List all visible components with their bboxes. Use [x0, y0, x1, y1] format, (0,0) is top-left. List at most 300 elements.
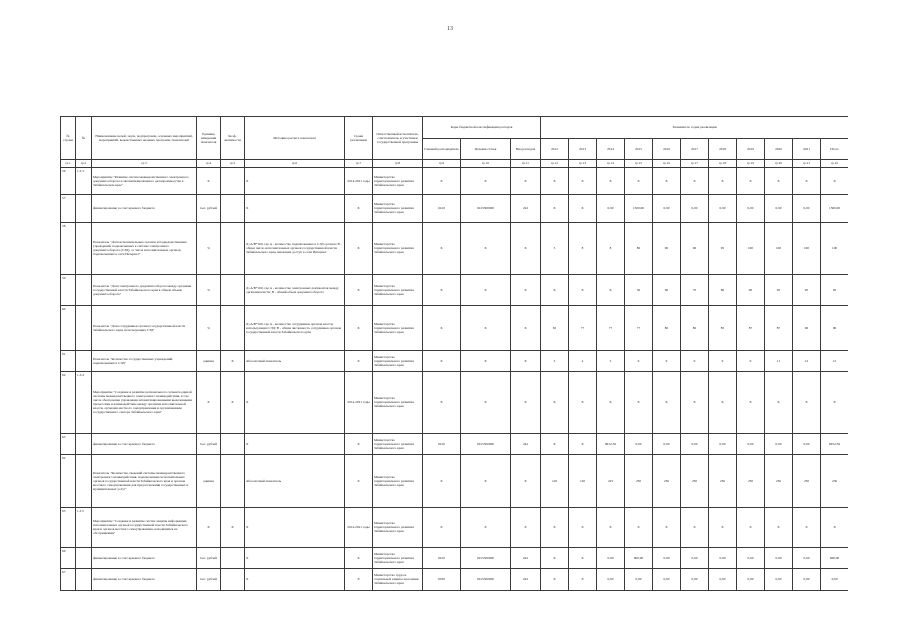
row-total-value: 95	[821, 274, 849, 305]
table-row	[61, 547, 849, 568]
row-number: 57	[61, 194, 76, 222]
column-number: гр.12	[541, 160, 569, 168]
row-kbk-target: X	[461, 222, 511, 274]
row-coefficient	[221, 305, 245, 350]
row-term: X	[345, 274, 373, 305]
row-unit: тыс. рублей	[197, 433, 221, 454]
row-code	[76, 305, 92, 350]
row-code	[76, 222, 92, 274]
row-kbk-type: 242	[511, 547, 541, 568]
row-year-value: X	[765, 371, 793, 433]
row-year-value: 0,00	[653, 194, 681, 222]
header-kbk-manager: Главный распорядитель	[423, 138, 461, 160]
row-year-value: X	[625, 507, 653, 547]
column-number: гр.3	[92, 160, 197, 168]
row-unit: единиц	[197, 454, 221, 507]
row-unit: %	[197, 274, 221, 305]
row-name: Показатель "Доля сотрудников органов государственной власти Забайкальского края, использующих СЭД"	[92, 305, 197, 350]
row-year-value: 230	[793, 454, 821, 507]
column-number: гр.10	[461, 160, 511, 168]
row-year-value: X	[541, 433, 569, 454]
row-method: X	[245, 507, 345, 547]
row-year-value: X	[597, 507, 625, 547]
row-year-value: X	[569, 547, 597, 568]
row-year-value: X	[569, 167, 597, 194]
row-code	[76, 568, 92, 590]
row-method: X	[245, 433, 345, 454]
row-year-value: 80	[681, 305, 709, 350]
row-total-value: 1500,00	[821, 194, 849, 222]
row-unit: %	[197, 222, 221, 274]
row-year-value: 87	[765, 305, 793, 350]
row-kbk-manager: X	[423, 350, 461, 371]
row-unit: X	[197, 507, 221, 547]
row-year-value: 0,00	[625, 433, 653, 454]
row-executor: Министерство территориального развития Забайкальского края	[373, 305, 423, 350]
row-number: 56	[61, 167, 76, 194]
row-kbk-type: X	[511, 305, 541, 350]
row-year-value: X	[709, 167, 737, 194]
header-kbk-target: Целевая статья	[461, 138, 511, 160]
row-kbk-manager: 0430	[423, 568, 461, 590]
row-year-value: X	[653, 507, 681, 547]
row-coefficient	[221, 454, 245, 507]
row-number: 62	[61, 371, 76, 433]
row-method: X	[245, 167, 345, 194]
row-year-value: 1500,00	[625, 194, 653, 222]
row-kbk-manager: X	[423, 371, 461, 433]
column-number: гр.6	[245, 160, 345, 168]
row-code	[76, 194, 92, 222]
row-executor: Министерство территориального развития Забайкальского края	[373, 454, 423, 507]
row-year-value: 90	[793, 305, 821, 350]
row-year-value: 0,00	[765, 568, 793, 590]
row-year-value: 230	[653, 454, 681, 507]
row-year-value: 230	[625, 454, 653, 507]
row-name: Показатель "Доля исполнительных органов и подведомственных учреждений, подключенных к системе электронного документооборота (СЭД), от числа исполнительных органов, подключенных к сети Интернет"	[92, 222, 197, 274]
row-year-value: X	[541, 547, 569, 568]
row-code	[76, 547, 92, 568]
row-year-value: 95	[709, 222, 737, 274]
row-year-value: X	[653, 167, 681, 194]
row-year-value: 225	[597, 454, 625, 507]
row-coefficient	[221, 433, 245, 454]
page-number: 13	[447, 26, 453, 32]
row-year-value: X	[541, 194, 569, 222]
row-number: 61	[61, 350, 76, 371]
row-year-value: 100	[765, 222, 793, 274]
row-method: Д=А/В*100, где А - количество электронных документов между органами власти; В - общий объем документооборота	[245, 274, 345, 305]
row-year-value: 90	[737, 274, 765, 305]
row-number: 63	[61, 433, 76, 454]
header-total: Итого	[821, 138, 849, 160]
row-term: X	[345, 454, 373, 507]
row-kbk-target: X	[461, 350, 511, 371]
row-year-value: 70	[681, 274, 709, 305]
row-method: Д=А/В*100, где А - количество сотрудников органов власти, использующих СЭД; В - общая численность сотрудников органов государственной власти Забайкальского края	[245, 305, 345, 350]
header-year: 2020	[765, 138, 793, 160]
row-kbk-manager: 0410	[423, 547, 461, 568]
header-year: 2015	[625, 138, 653, 160]
row-name: Показатель "Количество государственных учреждений, подключенных к СЭД"	[92, 350, 197, 371]
row-coefficient	[221, 274, 245, 305]
column-number: гр.11	[511, 160, 541, 168]
row-year-value: 0,00	[681, 547, 709, 568]
row-year-value: 6	[625, 350, 653, 371]
row-year-value: X	[597, 167, 625, 194]
row-code: 1.3.5	[76, 507, 92, 547]
column-number: гр.13	[569, 160, 597, 168]
program-indicators-table	[60, 116, 848, 591]
header-year: 2012	[541, 138, 569, 160]
row-method: Абсолютный показатель	[245, 454, 345, 507]
row-year-value: 0,00	[597, 568, 625, 590]
row-year-value: X	[541, 507, 569, 547]
row-year-value: 8	[597, 222, 625, 274]
row-year-value: 0,00	[709, 547, 737, 568]
row-year-value: X	[793, 371, 821, 433]
row-kbk-manager: 0410	[423, 433, 461, 454]
header-year: 2021	[793, 138, 821, 160]
column-number: гр.22	[821, 160, 849, 168]
table-row	[61, 454, 849, 507]
row-year-value: 50	[625, 274, 653, 305]
row-year-value: 100	[737, 222, 765, 274]
row-year-value: 120	[541, 454, 569, 507]
row-year-value: X	[737, 371, 765, 433]
row-total-value: 90	[821, 305, 849, 350]
row-code	[76, 433, 92, 454]
program-table-container	[60, 116, 848, 610]
row-year-value: 9	[681, 350, 709, 371]
row-year-value: 77	[625, 305, 653, 350]
row-kbk-target: X	[461, 371, 511, 433]
header-unit: Единица измерения показателя	[197, 117, 221, 160]
row-kbk-type: X	[511, 350, 541, 371]
row-total-value: 12	[821, 350, 849, 371]
row-year-value: X	[541, 274, 569, 305]
row-year-value: 9	[709, 350, 737, 371]
row-unit: X	[197, 167, 221, 194]
row-year-value: 230	[737, 454, 765, 507]
row-name: Показатель "Доля электронного документооборота между органами государственной власти Забайкальского края в общем объеме документооборота"	[92, 274, 197, 305]
row-year-value: 3	[541, 350, 569, 371]
row-total-value: 0,00	[821, 568, 849, 590]
row-unit: %	[197, 305, 221, 350]
row-year-value: 4	[569, 350, 597, 371]
row-year-value: X	[597, 371, 625, 433]
row-year-value: 0,00	[597, 547, 625, 568]
row-year-value: 0,00	[681, 568, 709, 590]
column-number: гр.18	[709, 160, 737, 168]
column-number: гр.19	[737, 160, 765, 168]
row-year-value: 0,00	[793, 433, 821, 454]
row-executor: Министерство территориального развития Забайкальского края	[373, 350, 423, 371]
column-number: гр.14	[597, 160, 625, 168]
row-year-value: 0,00	[709, 194, 737, 222]
row-year-value: X	[541, 371, 569, 433]
row-unit: тыс. рублей	[197, 547, 221, 568]
row-year-value: X	[681, 371, 709, 433]
row-year-value: 95	[765, 274, 793, 305]
row-method: X	[245, 371, 345, 433]
table-row	[61, 507, 849, 547]
row-term: 2014-2021 годы	[345, 371, 373, 433]
row-year-value: X	[541, 568, 569, 590]
row-code: 1.3.3	[76, 167, 92, 194]
row-unit: тыс. рублей	[197, 194, 221, 222]
header-coefficient: Коэф. значимости	[221, 117, 245, 160]
row-coefficient	[221, 194, 245, 222]
row-coefficient	[221, 222, 245, 274]
row-year-value: X	[625, 371, 653, 433]
row-year-value: 0,00	[793, 568, 821, 590]
row-year-value: X	[541, 167, 569, 194]
row-year-value: X	[569, 274, 597, 305]
row-kbk-target: X	[461, 305, 511, 350]
row-total-value: 230	[821, 454, 849, 507]
row-year-value: 95	[793, 274, 821, 305]
row-name: финансирование за счет краевого бюджета	[92, 547, 197, 568]
row-number: 58	[61, 222, 76, 274]
column-number: гр.16	[653, 160, 681, 168]
row-year-value: 120	[569, 454, 597, 507]
row-year-value: 0,00	[597, 194, 625, 222]
row-year-value: X	[765, 507, 793, 547]
column-number: гр.20	[765, 160, 793, 168]
column-number: гр.8	[373, 160, 423, 168]
row-year-value: 0,00	[709, 568, 737, 590]
row-year-value: X	[737, 167, 765, 194]
row-method: Д=А/В*100, где А - количество подключенных к СЭД органов; В - общее число исполнительных органов государственной власти Забайкальского края, имеющих доступ к сети Интернет	[245, 222, 345, 274]
row-year-value: 90	[653, 222, 681, 274]
row-coefficient: X	[221, 350, 245, 371]
row-year-value: 0,00	[681, 433, 709, 454]
row-kbk-type: 242	[511, 194, 541, 222]
row-year-value: 9	[737, 350, 765, 371]
header-year: 2013	[569, 138, 597, 160]
row-term: X	[345, 568, 373, 590]
header-year: 2014	[597, 138, 625, 160]
column-number: гр.21	[793, 160, 821, 168]
column-numbers-row	[61, 160, 849, 168]
row-year-value: 5	[541, 222, 569, 274]
column-number: гр.15	[625, 160, 653, 168]
row-year-value: 0,00	[737, 568, 765, 590]
header-year: 2017	[681, 138, 709, 160]
row-year-value: 80	[625, 222, 653, 274]
table-body	[61, 167, 849, 590]
row-year-value: X	[681, 507, 709, 547]
row-year-value: 9	[653, 350, 681, 371]
row-number: 64	[61, 454, 76, 507]
row-year-value: 230	[765, 454, 793, 507]
row-year-value: 100	[793, 222, 821, 274]
header-method: Методика расчета показателя	[245, 117, 345, 160]
row-code	[76, 274, 92, 305]
row-number: 60	[61, 305, 76, 350]
row-year-value: X	[793, 167, 821, 194]
row-kbk-target: X	[461, 454, 511, 507]
row-year-value: 90	[681, 222, 709, 274]
table-row	[61, 194, 849, 222]
row-year-value: 12	[793, 350, 821, 371]
row-year-value: X	[569, 568, 597, 590]
row-year-value: 0,00	[765, 194, 793, 222]
row-year-value: 0,00	[737, 194, 765, 222]
row-coefficient	[221, 547, 245, 568]
row-coefficient	[221, 568, 245, 590]
row-name: финансирование за счет краевого бюджета	[92, 433, 197, 454]
row-total-value: X	[821, 167, 849, 194]
row-executor: Министерство территориального развития Забайкальского края	[373, 507, 423, 547]
table-row	[61, 305, 849, 350]
header-row-number: № строки	[61, 117, 76, 160]
table-row	[61, 167, 849, 194]
row-method: X	[245, 194, 345, 222]
row-kbk-target: 0415300000	[461, 568, 511, 590]
row-year-value: 77	[569, 305, 597, 350]
row-year-value: X	[569, 371, 597, 433]
row-kbk-type: X	[511, 371, 541, 433]
row-number: 59	[61, 274, 76, 305]
header-values: Значения по годам реализации	[541, 117, 849, 139]
row-year-value: 0,00	[625, 568, 653, 590]
row-code	[76, 350, 92, 371]
row-name: Мероприятие "Создание и развитие регионального сегмента единой системы межведомственного электронного взаимодействия, в том числе обеспечение управления автоматизированными выделенными процессами и взаимодействие между органами исполнительной власти, органами местного самоуправления и организациями государственного сектора Забайкальского края"	[92, 371, 197, 433]
row-kbk-target: X	[461, 167, 511, 194]
row-kbk-type: X	[511, 222, 541, 274]
row-name: Показатель "Количество сведений системы межведомственного электронного взаимодействия, подключенных исполнительных органов государственной власти Забайкальского края и органов местного самоуправления для предоставления государственных и муниципальных услуг"	[92, 454, 197, 507]
row-number: 66	[61, 547, 76, 568]
row-name: финансирование за счет краевого бюджета	[92, 568, 197, 590]
row-name: Мероприятие "Развитие систем межведомственного электронного документооборота и автоматизированного делопроизводства в Забайкальском крае"	[92, 167, 197, 194]
row-year-value: X	[569, 433, 597, 454]
row-method: Абсолютный показатель	[245, 350, 345, 371]
row-kbk-manager: X	[423, 274, 461, 305]
row-year-value: X	[569, 194, 597, 222]
row-code: 1.3.4	[76, 371, 92, 433]
row-executor: Министерство территориального развития Забайкальского края	[373, 222, 423, 274]
row-year-value: X	[681, 167, 709, 194]
row-kbk-target: 0415300000	[461, 547, 511, 568]
row-executor: Министерство территориального развития Забайкальского края	[373, 371, 423, 433]
row-name: финансирование за счет краевого бюджета	[92, 194, 197, 222]
row-total-value: X	[821, 507, 849, 547]
row-total-value: 8912,59	[821, 433, 849, 454]
row-year-value: 8912,59	[597, 433, 625, 454]
row-total-value: X	[821, 371, 849, 433]
row-year-value: 87	[737, 305, 765, 350]
row-name: Мероприятие "Создание и развитие систем защиты информации исполнительных органов государственной власти Забайкальского края и органов местного самоуправления, находящихся на обслуживании"	[92, 507, 197, 547]
row-kbk-type: 242	[511, 433, 541, 454]
row-term: X	[345, 350, 373, 371]
column-number: гр.1	[61, 160, 76, 168]
row-year-value: 0,00	[709, 433, 737, 454]
row-kbk-type: X	[511, 507, 541, 547]
row-executor: Министерство территориального развития Забайкальского края	[373, 194, 423, 222]
row-coefficient: X	[221, 371, 245, 433]
row-term: 2014-2021 годы	[345, 507, 373, 547]
row-method: X	[245, 547, 345, 568]
header-year: 2018	[709, 138, 737, 160]
row-year-value: 85	[709, 305, 737, 350]
row-term: X	[345, 222, 373, 274]
column-number: гр.5	[221, 160, 245, 168]
row-year-value: X	[709, 507, 737, 547]
table-row	[61, 433, 849, 454]
row-term: X	[345, 305, 373, 350]
row-method: X	[245, 568, 345, 590]
row-year-value: 8	[569, 222, 597, 274]
row-year-value: 65	[541, 305, 569, 350]
table-row	[61, 568, 849, 590]
row-year-value: 80	[653, 305, 681, 350]
table-row	[61, 274, 849, 305]
row-unit: тыс. рублей	[197, 568, 221, 590]
row-year-value: 0,00	[765, 433, 793, 454]
row-year-value: 0,00	[653, 433, 681, 454]
row-executor: Министерство территориального развития Забайкальского края	[373, 433, 423, 454]
row-kbk-manager: X	[423, 454, 461, 507]
row-term: X	[345, 433, 373, 454]
column-number: гр.17	[681, 160, 709, 168]
row-year-value: X	[569, 507, 597, 547]
table-row	[61, 371, 849, 433]
header-code: №	[76, 117, 92, 160]
table-row	[61, 350, 849, 371]
row-year-value: 230	[709, 454, 737, 507]
column-number: гр.2	[76, 160, 92, 168]
row-year-value: X	[737, 507, 765, 547]
row-kbk-target: X	[461, 274, 511, 305]
row-year-value: 600,00	[625, 547, 653, 568]
row-kbk-target: 0415300000	[461, 194, 511, 222]
row-term: 2014-2021 годы	[345, 167, 373, 194]
row-year-value: 0,00	[793, 547, 821, 568]
row-year-value: 11	[765, 350, 793, 371]
row-coefficient	[221, 167, 245, 194]
row-kbk-manager: X	[423, 507, 461, 547]
header-kbk-type: Вид расходов	[511, 138, 541, 160]
header-kbk: Коды бюджетной классификации расходов	[423, 117, 541, 139]
row-year-value: 0,00	[653, 568, 681, 590]
row-total-value: 100	[821, 222, 849, 274]
row-executor: Министерство территориального развития Забайкальского края	[373, 274, 423, 305]
row-year-value: 80	[709, 274, 737, 305]
table-row	[61, 222, 849, 274]
row-kbk-type: X	[511, 167, 541, 194]
row-term: X	[345, 194, 373, 222]
row-executor: Министерство территориального развития Забайкальского края	[373, 167, 423, 194]
header-name: Наименование целей, задач, подпрограмм, основных мероприятий, мероприятий, ведомственных целевых программ, показателей	[92, 117, 197, 160]
row-kbk-type: 242	[511, 568, 541, 590]
header-year: 2019	[737, 138, 765, 160]
row-term: X	[345, 547, 373, 568]
row-kbk-manager: X	[423, 305, 461, 350]
row-year-value: 77	[597, 305, 625, 350]
header-term: Сроки реализации	[345, 117, 373, 160]
row-year-value: X	[653, 371, 681, 433]
row-year-value: X	[625, 167, 653, 194]
row-year-value: 60	[653, 274, 681, 305]
row-year-value: X	[765, 167, 793, 194]
column-number: гр.4	[197, 160, 221, 168]
row-number: 67	[61, 568, 76, 590]
row-kbk-manager: 0410	[423, 194, 461, 222]
row-year-value: 0,00	[793, 194, 821, 222]
column-number: гр.9	[423, 160, 461, 168]
